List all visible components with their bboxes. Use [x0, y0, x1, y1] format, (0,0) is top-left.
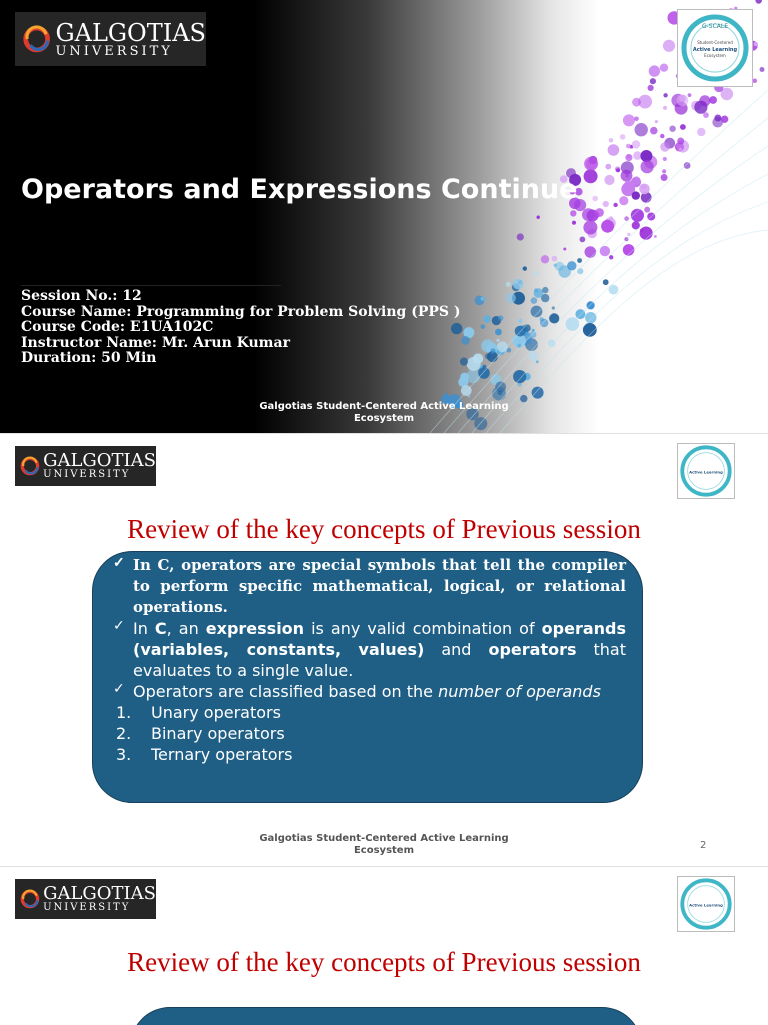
decorative-dot: [688, 93, 692, 97]
decorative-dot: [632, 191, 640, 199]
decorative-dot: [567, 261, 576, 270]
decorative-dot: [679, 148, 682, 151]
decorative-dot: [513, 279, 524, 290]
decorative-dot: [654, 235, 657, 238]
decorative-dot: [632, 98, 641, 107]
decorative-dot: [592, 196, 598, 202]
decorative-dot: [497, 339, 500, 342]
decorative-dot: [677, 138, 684, 145]
decorative-dot: [523, 324, 531, 332]
decorative-dot: [609, 216, 613, 220]
logo-subname: UNIVERSITY: [43, 469, 131, 480]
content-box: [92, 551, 643, 803]
footer-line: Galgotias Student-Centered Active Learning: [259, 833, 509, 844]
decorative-dot: [680, 124, 686, 130]
list-item: [111, 555, 626, 618]
decorative-dot: [517, 233, 524, 240]
decorative-dot: [506, 282, 511, 287]
decorative-dot: [694, 101, 707, 114]
item-number: 3.: [116, 745, 132, 764]
slide-footer: [254, 833, 514, 857]
decorative-dot: [523, 266, 527, 270]
decorative-dot: [584, 169, 598, 183]
decorative-dot: [566, 317, 580, 331]
decorative-dot: [650, 78, 656, 84]
decorative-dot: [620, 134, 626, 140]
decorative-dot: [644, 207, 650, 213]
checkmark-icon: ✓: [113, 681, 125, 697]
decorative-dot: [679, 95, 686, 102]
item-text: Unary operators: [151, 703, 281, 722]
footer-line: Galgotias Student-Centered Active Learning: [259, 401, 509, 412]
decorative-dot: [548, 340, 556, 348]
decorative-dot: [495, 329, 502, 336]
gscale-badge: [677, 443, 735, 499]
item-text: Ternary operators: [151, 745, 293, 764]
review-slide: [0, 433, 768, 867]
slide-title: Operators and Expressions Continue: [21, 174, 578, 205]
content-list: [111, 555, 626, 765]
decorative-dot: [608, 144, 620, 156]
decorative-dot: [641, 160, 654, 173]
decorative-dot: [531, 297, 538, 304]
decorative-dot: [703, 112, 709, 118]
decorative-dot: [483, 365, 487, 369]
bullet-text: In C, operators are special symbols that tell the compiler to perform specific mathematical, logical, or relational operations.: [133, 556, 626, 616]
logo-subname: UNIVERSITY: [43, 902, 131, 913]
logo-name: GALGOTIAS: [43, 883, 156, 904]
decorative-dot: [467, 357, 481, 371]
gscale-badge: [677, 876, 735, 932]
decorative-dot: [461, 336, 470, 345]
logo-swirl-icon: [19, 450, 43, 482]
decorative-dot: [626, 184, 632, 190]
item-number: 2.: [116, 724, 132, 743]
decorative-dot: [534, 271, 539, 276]
decorative-dot: [625, 154, 632, 161]
decorative-dot: [669, 126, 675, 132]
decorative-dot: [577, 268, 583, 274]
decorative-dot: [660, 63, 668, 71]
decorative-dot: [580, 237, 586, 243]
bullet-text: number of operands: [438, 682, 601, 701]
decorative-dot: [552, 256, 558, 262]
university-logo: [15, 12, 206, 66]
logo-swirl-icon: [19, 883, 43, 915]
footer-line: Ecosystem: [353, 845, 415, 856]
slide-heading: Review of the key concepts of Previous session: [127, 514, 641, 544]
course-code: Course Code: E1UA102C: [21, 319, 214, 335]
decorative-dot: [755, 0, 762, 4]
decorative-dot: [460, 358, 468, 366]
decorative-dot: [532, 329, 535, 332]
decorative-dot: [554, 264, 557, 267]
gscale-emblem-icon: [680, 445, 732, 497]
content-box: [130, 1007, 642, 1025]
logo-subname: UNIVERSITY: [55, 43, 173, 59]
decorative-dot: [753, 79, 758, 84]
decorative-dot: [506, 293, 516, 303]
decorative-dot: [616, 168, 620, 172]
decorative-dot: [626, 144, 631, 149]
decorative-dot: [587, 301, 595, 309]
decorative-dot: [760, 67, 765, 72]
decorative-dot: [648, 85, 654, 91]
list-item: [111, 681, 626, 702]
decorative-curve: [486, 202, 768, 433]
session-info: [21, 289, 461, 367]
bullet-text: , an: [166, 619, 206, 638]
checkmark-icon: ✓: [113, 555, 125, 571]
gscale-line: Student-Centered: [697, 40, 733, 45]
decorative-dot: [663, 157, 667, 161]
gscale-label: G-SCALE: [701, 23, 729, 30]
bullet-text: operands (variables, constants, values): [133, 619, 626, 659]
decorative-dot: [572, 221, 576, 225]
decorative-dot: [609, 138, 614, 143]
decorative-dot: [601, 220, 614, 233]
decorative-dot: [478, 367, 490, 379]
university-logo: [15, 446, 156, 486]
decorative-dot: [604, 175, 614, 185]
gscale-line: Active Learning: [689, 469, 723, 475]
decorative-dot: [518, 319, 522, 323]
decorative-dot: [461, 385, 472, 396]
decorative-dot: [532, 387, 544, 399]
numbered-item: [111, 744, 626, 765]
decorative-dot: [531, 306, 543, 318]
decorative-dot: [603, 201, 609, 207]
decorative-dot: [541, 255, 549, 263]
bullet-text: is any valid combination of: [304, 619, 542, 638]
decorative-dot: [584, 157, 598, 171]
title-slide: [0, 0, 768, 433]
divider: [21, 285, 281, 286]
session-number: Session No.: 12: [21, 288, 142, 304]
decorative-dot: [623, 114, 635, 126]
decorative-dot: [655, 120, 658, 123]
instructor-name: Instructor Name: Mr. Arun Kumar: [21, 334, 290, 351]
gscale-line: Active Learning: [692, 47, 738, 53]
gscale-badge: [677, 9, 753, 87]
duration: Duration: 50 Min: [21, 350, 157, 366]
gscale-emblem-icon: [681, 14, 749, 82]
decorative-dot: [583, 221, 597, 235]
decorative-dot: [552, 306, 555, 309]
checkmark-icon: ✓: [113, 618, 125, 634]
decorative-dot: [498, 315, 504, 321]
footer-line: Ecosystem: [353, 413, 415, 424]
decorative-dot: [660, 142, 670, 152]
decorative-dot: [697, 128, 705, 136]
decorative-dot: [660, 134, 664, 138]
decorative-dot: [684, 162, 691, 169]
decorative-dot: [650, 127, 658, 135]
decorative-dot: [603, 279, 609, 285]
decorative-dot: [627, 233, 630, 236]
decorative-dot: [542, 287, 548, 293]
decorative-dot: [520, 395, 527, 402]
bullet-text: and: [424, 640, 489, 659]
decorative-dot: [483, 315, 491, 323]
decorative-dot: [443, 393, 449, 399]
decorative-dot: [640, 229, 644, 233]
decorative-curve: [430, 90, 768, 433]
slide-footer: [254, 401, 514, 425]
decorative-dot: [513, 370, 526, 383]
list-item: [111, 618, 626, 681]
decorative-dot: [661, 174, 668, 181]
decorative-dot: [585, 246, 597, 258]
university-logo: [15, 879, 156, 919]
decorative-dot: [649, 65, 660, 76]
decorative-dot: [530, 331, 537, 338]
decorative-dot: [663, 40, 675, 52]
decorative-dot: [621, 170, 633, 182]
item-text: Binary operators: [151, 724, 285, 743]
decorative-dot: [721, 116, 728, 123]
decorative-dot: [663, 93, 667, 97]
decorative-dot: [540, 319, 548, 327]
decorative-dot: [714, 115, 721, 122]
decorative-dot: [570, 210, 576, 216]
review-slide-partial: [0, 866, 768, 1025]
logo-name: GALGOTIAS: [55, 18, 206, 47]
decorative-dot: [492, 387, 506, 401]
gscale-line: Active Learning: [689, 902, 723, 908]
decorative-dot: [635, 123, 648, 136]
decorative-dot: [632, 140, 640, 148]
numbered-item: [111, 723, 626, 744]
bullet-text: In: [133, 619, 155, 638]
page-number: 2: [700, 840, 707, 851]
item-number: 1.: [116, 703, 132, 722]
decorative-dot: [663, 106, 667, 110]
decorative-dot: [575, 309, 585, 319]
numbered-item: [111, 702, 626, 723]
decorative-dot: [534, 288, 544, 298]
decorative-dot: [490, 348, 495, 353]
bullet-text: expression: [205, 619, 305, 638]
decorative-dot: [605, 164, 611, 170]
decorative-dot: [595, 208, 604, 217]
decorative-dot: [480, 324, 485, 329]
decorative-curve: [500, 230, 768, 433]
decorative-dot: [537, 216, 540, 219]
gscale-line: Ecosystem: [704, 53, 726, 58]
decorative-dot: [639, 184, 650, 195]
decorative-dot: [585, 312, 596, 323]
bullet-text: that evaluates to a single value.: [133, 640, 626, 680]
decorative-dot: [640, 227, 653, 240]
decorative-dot: [754, 42, 758, 46]
decorative-dot: [619, 196, 628, 205]
bullet-text: C: [154, 619, 167, 638]
decorative-dot: [563, 248, 566, 251]
decorative-dot: [662, 169, 666, 173]
logo-swirl-icon: [21, 19, 55, 59]
bullet-text: Operators are classified based on the: [133, 682, 439, 701]
logo-name: GALGOTIAS: [43, 450, 156, 471]
course-name: Course Name: Programming for Problem Solving (PPS ): [21, 303, 461, 320]
decorative-dot: [577, 258, 582, 263]
gscale-emblem-icon: [680, 878, 732, 930]
bullet-text: operators: [488, 640, 577, 659]
decorative-dot: [482, 297, 487, 302]
decorative-dot: [485, 353, 491, 359]
slide-heading: Review of the key concepts of Previous session: [127, 947, 641, 977]
decorative-dot: [613, 203, 617, 207]
